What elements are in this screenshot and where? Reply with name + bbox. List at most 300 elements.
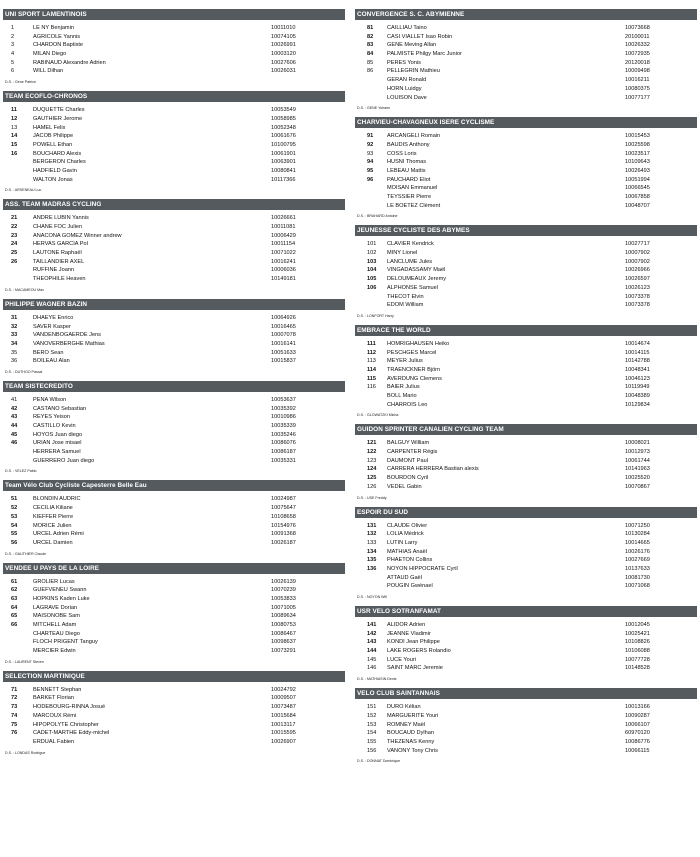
- rider-name: GAUTHIER Jerome: [33, 115, 83, 122]
- license-number: 10053637: [271, 396, 296, 403]
- license-number: 10048341: [625, 366, 650, 373]
- rider-row: [355, 193, 697, 202]
- rider-list: [3, 20, 345, 76]
- bib-number: 145: [367, 656, 377, 663]
- bib-number: 135: [367, 557, 377, 564]
- license-number: 10016141: [271, 340, 296, 347]
- rider-row: [3, 604, 345, 613]
- team-header: EMBRACE THE WORLD: [355, 325, 697, 336]
- license-number: 10027669: [625, 557, 650, 564]
- license-number: 10066107: [625, 721, 650, 728]
- bib-number: 132: [367, 531, 377, 538]
- sports-director: D.S. : MACAMEOU Max: [5, 287, 44, 292]
- license-number: 10061744: [625, 457, 650, 464]
- bib-number: 142: [367, 630, 377, 637]
- team-header: SELECTION MARTINIQUE: [3, 671, 345, 682]
- rider-name: MAISONOBE Sam: [33, 613, 80, 620]
- bib-number: 2: [11, 33, 15, 40]
- rider-row: [3, 647, 345, 656]
- rider-row: [355, 249, 697, 258]
- rider-name: CAILLIAU Taino: [387, 25, 427, 31]
- rider-name: JACOB Philippe: [33, 133, 74, 140]
- rider-row: [3, 530, 345, 539]
- sports-director: D.S. : DUTHOO Pascal: [5, 369, 43, 374]
- rider-name: JEANNE Vladimir: [387, 630, 431, 637]
- bib-number: 15: [11, 141, 18, 148]
- license-number: 10026493: [625, 167, 650, 174]
- team-header: CONVERGENCE S. C. ABYMIENNE: [355, 9, 697, 20]
- rider-name: BENNETT Stephan: [33, 686, 82, 693]
- bib-number: 105: [367, 276, 377, 283]
- rider-name: BOURDON Cyril: [387, 475, 429, 482]
- rider-name: MEYER Julius: [387, 358, 423, 365]
- rider-list: [355, 20, 697, 102]
- team-block-espoir-du-sud: [355, 507, 697, 607]
- rider-row: [355, 638, 697, 647]
- license-number: 10048707: [625, 202, 650, 209]
- rider-name: DHAEYE Enrico: [33, 314, 74, 321]
- rider-name: GERAN Ronald: [387, 77, 427, 84]
- license-number: 10149181: [271, 276, 296, 283]
- bib-number: 106: [367, 284, 377, 291]
- bib-number: 115: [367, 375, 377, 382]
- team-block-selection-martinique: [3, 671, 345, 762]
- rider-name: HOPKINS Kaden Luke: [33, 595, 90, 602]
- rider-row: [355, 240, 697, 249]
- license-number: 10014115: [625, 349, 650, 356]
- bib-number: 96: [367, 176, 374, 183]
- rider-name: HERVAS GARCIA Pol: [33, 241, 88, 248]
- rider-list: [3, 392, 345, 466]
- sports-director: D.S. : BRAHARD Antoine: [357, 214, 398, 219]
- rider-name: CASI VIALLET Isao Robin: [387, 33, 453, 40]
- bib-number: 55: [11, 531, 18, 538]
- license-number: 20120018: [625, 59, 650, 66]
- rider-name: EDOM William: [387, 302, 424, 309]
- license-number: 10046123: [625, 375, 650, 382]
- rider-row: [355, 565, 697, 574]
- sports-director: D.S. : LONFORT Harry: [357, 313, 394, 318]
- bib-number: 46: [11, 440, 18, 447]
- rider-list: [3, 102, 345, 184]
- rider-name: HERRERA Samuel: [33, 449, 81, 456]
- rider-name: NOYON HIPPOCRATE Cyril: [387, 565, 458, 572]
- bib-number: 6: [11, 68, 15, 75]
- bib-number: 81: [367, 25, 374, 31]
- license-number: 10073378: [625, 302, 650, 309]
- license-number: 10026139: [271, 578, 296, 585]
- license-number: 10066545: [625, 185, 650, 192]
- license-number: 10014674: [625, 340, 650, 347]
- rider-row: [355, 266, 697, 275]
- rider-name: HOYOS Juan diego: [33, 431, 83, 438]
- rider-row: [355, 574, 697, 583]
- rider-name: HADFIELD Gavin: [33, 167, 77, 174]
- license-number: 10070867: [625, 483, 650, 490]
- license-number: 10011010: [271, 25, 296, 31]
- license-number: 10109643: [625, 159, 650, 166]
- bib-number: 34: [11, 340, 18, 347]
- license-number: 60970120: [625, 730, 650, 737]
- rider-row: [3, 59, 345, 68]
- bib-number: 155: [367, 738, 377, 745]
- rider-row: [3, 132, 345, 141]
- rider-row: [3, 340, 345, 349]
- license-number: 10071022: [271, 250, 296, 257]
- license-number: 10035392: [271, 405, 296, 412]
- left-column: [3, 9, 345, 762]
- rider-name: ALIDOR Adrien: [387, 622, 426, 628]
- rider-name: CHANE FOC Julien: [33, 224, 83, 230]
- bib-number: 141: [367, 622, 377, 628]
- license-number: 10009507: [271, 695, 296, 702]
- license-number: 10012973: [625, 449, 650, 456]
- rider-row: [3, 50, 345, 59]
- bib-number: 92: [367, 141, 374, 148]
- rider-row: [3, 686, 345, 695]
- rider-name: CHARDON Baptiste: [33, 42, 84, 49]
- rider-name: DELOUMEAUX Jeremy: [387, 276, 447, 283]
- rider-name: LAGRAVE Dorian: [33, 604, 78, 611]
- license-number: 10061901: [271, 150, 296, 157]
- license-number: 10077728: [625, 656, 650, 663]
- bib-number: 21: [11, 215, 18, 222]
- team-header: VELO CLUB SAINTANNAIS: [355, 688, 697, 699]
- team-header: ESPOIR DU SUD: [355, 507, 697, 518]
- license-number: 10073668: [625, 25, 650, 31]
- bib-number: 66: [11, 622, 18, 628]
- rider-row: [355, 24, 697, 33]
- rider-name: LE NY Benjamin: [33, 25, 74, 31]
- rider-row: [3, 33, 345, 42]
- rider-list: [355, 128, 697, 210]
- bib-number: 122: [367, 449, 377, 456]
- license-number: 10053549: [271, 107, 296, 114]
- rider-row: [3, 729, 345, 738]
- rider-row: [3, 721, 345, 730]
- rider-row: [355, 729, 697, 738]
- rider-row: [3, 439, 345, 448]
- team-block-convergence-s-c-abymienne: [355, 9, 697, 117]
- rider-name: TAILLANDIER AXEL: [33, 258, 85, 265]
- license-number: 10011081: [271, 224, 296, 230]
- rider-row: [355, 457, 697, 466]
- license-number: 20100011: [625, 33, 650, 40]
- bib-number: 51: [11, 496, 18, 503]
- rider-name: HUSNI Thomas: [387, 159, 427, 166]
- bib-number: 82: [367, 33, 374, 40]
- rider-row: [3, 396, 345, 405]
- license-number: 10066115: [625, 747, 650, 754]
- rider-row: [3, 448, 345, 457]
- rider-row: [355, 483, 697, 492]
- rider-row: [355, 439, 697, 448]
- rider-row: [355, 548, 697, 557]
- license-number: 10098637: [271, 639, 296, 646]
- rider-name: BOILEAU Alan: [33, 358, 70, 365]
- bib-number: 116: [367, 384, 376, 391]
- sports-director: D.S. : Gene Patrice: [5, 80, 36, 85]
- rider-name: BLONDIN AUDRIC: [33, 496, 81, 503]
- team-block-team-ecoflo-chronos: [3, 91, 345, 199]
- rider-row: [355, 59, 697, 68]
- rider-name: ATTAUD Gaël: [387, 574, 422, 581]
- team-header: USR VELO SOTRANFAMAT: [355, 606, 697, 617]
- rider-row: [355, 176, 697, 185]
- rider-row: [3, 314, 345, 323]
- rider-name: MOISAN Emmanuel: [387, 185, 438, 192]
- license-number: 10025421: [625, 630, 650, 637]
- license-number: 10052348: [271, 124, 296, 131]
- rider-name: GENE Meving Allan: [387, 42, 437, 49]
- rider-row: [355, 132, 697, 141]
- rider-row: [3, 578, 345, 587]
- license-number: 10090287: [625, 712, 650, 719]
- rider-row: [355, 340, 697, 349]
- rider-row: [3, 249, 345, 258]
- rider-row: [355, 284, 697, 293]
- rider-row: [355, 158, 697, 167]
- rider-name: POUGIN Gwénael: [387, 583, 433, 590]
- rider-name: CLAVIER Kendrick: [387, 241, 434, 248]
- bib-number: 94: [367, 159, 374, 166]
- bib-number: 125: [367, 475, 377, 482]
- rider-name: CLAUDE Olivier: [387, 522, 428, 529]
- license-number: 10012045: [625, 622, 650, 628]
- bib-number: 54: [11, 522, 18, 529]
- bib-number: 1: [11, 25, 15, 31]
- sports-director: D.S. : GLOWATZKI Micha: [357, 413, 399, 418]
- rider-name: DUQUETTE Charles: [33, 107, 85, 114]
- license-number: 10007902: [625, 250, 650, 257]
- bib-number: 42: [11, 405, 18, 412]
- license-number: 10011154: [271, 241, 296, 248]
- rider-name: SAINT MARC Jeremie: [387, 665, 443, 672]
- license-number: 10015595: [271, 730, 296, 737]
- rider-row: [355, 474, 697, 483]
- bib-number: 152: [367, 712, 377, 719]
- rider-name: TEYSSIER Pierre: [387, 194, 432, 200]
- bib-number: 13: [11, 124, 18, 131]
- rider-row: [3, 495, 345, 504]
- rider-row: [3, 115, 345, 124]
- bib-number: 136: [367, 565, 377, 572]
- rider-row: [355, 738, 697, 747]
- bib-number: 41: [11, 396, 18, 403]
- rider-row: [355, 703, 697, 712]
- rider-name: ANACONA GOMEZ Winner andrew: [33, 232, 122, 239]
- rider-row: [355, 357, 697, 366]
- license-number: 10148528: [625, 665, 650, 672]
- license-number: 10027606: [271, 59, 296, 66]
- rider-name: LAKE ROGERS Rolandio: [387, 648, 451, 655]
- bib-number: 26: [11, 258, 18, 265]
- rider-name: MATHIAS Anaël: [387, 548, 427, 555]
- rider-row: [355, 582, 697, 591]
- license-number: 10026332: [625, 42, 650, 49]
- rider-name: MERCIER Edwin: [33, 648, 76, 655]
- rider-name: ROMNEY Maël: [387, 721, 426, 728]
- bib-number: 31: [11, 314, 18, 321]
- rider-name: VEDEL Gabin: [387, 483, 422, 490]
- rider-row: [3, 738, 345, 747]
- rider-row: [3, 266, 345, 275]
- bib-number: 16: [11, 150, 18, 157]
- rider-row: [355, 76, 697, 85]
- rider-row: [3, 232, 345, 241]
- bib-number: 52: [11, 505, 18, 512]
- rider-name: WILL Dilhan: [33, 68, 64, 75]
- bib-number: 85: [367, 59, 374, 66]
- license-number: 10077177: [625, 94, 650, 101]
- rider-name: SAVER Kasper: [33, 323, 71, 330]
- team-spacer: [355, 764, 697, 770]
- license-number: 10009498: [625, 68, 650, 75]
- rider-row: [3, 539, 345, 548]
- rider-row: [355, 630, 697, 639]
- rider-row: [355, 522, 697, 531]
- rider-row: [3, 413, 345, 422]
- rider-list: [355, 435, 697, 491]
- license-number: 10025598: [625, 141, 650, 148]
- license-number: 10058985: [271, 115, 296, 122]
- rider-name: PELLEGRIN Mathieu: [387, 68, 440, 75]
- bib-number: 62: [11, 587, 18, 594]
- rider-row: [3, 621, 345, 630]
- license-number: 10051633: [271, 349, 296, 356]
- rider-name: LANCLUME Jules: [387, 258, 433, 265]
- rider-row: [355, 465, 697, 474]
- team-header: JEUNESSE CYCLISTE DES ABYMES: [355, 225, 697, 236]
- rider-name: LAUTONE Raphaël: [33, 250, 82, 257]
- license-number: 10026907: [271, 738, 296, 745]
- rider-name: DAUMONT Paul: [387, 457, 428, 464]
- bib-number: 154: [367, 730, 377, 737]
- team-block-vendee-u-pays-de-la-loire: [3, 563, 345, 671]
- team-header: TEAM ECOFLO-CHRONOS: [3, 91, 345, 102]
- bib-number: 124: [367, 466, 377, 473]
- rider-row: [3, 712, 345, 721]
- license-number: 10086187: [271, 449, 296, 456]
- bib-number: 71: [11, 686, 18, 693]
- rider-name: CARRERA HERRERA Bastian alexis: [387, 466, 479, 473]
- license-number: 10074105: [271, 33, 296, 40]
- license-number: 10007078: [271, 332, 296, 339]
- license-number: 10071068: [625, 583, 650, 590]
- license-number: 10026187: [271, 539, 296, 546]
- rider-name: BERGERON Charles: [33, 159, 86, 166]
- rider-row: [355, 539, 697, 548]
- rider-row: [3, 638, 345, 647]
- rider-name: VANOVERBERGHE Mathias: [33, 340, 105, 347]
- bib-number: 5: [11, 59, 15, 66]
- bib-number: 44: [11, 423, 18, 429]
- bib-number: 156: [367, 747, 377, 754]
- bib-number: 74: [11, 712, 18, 719]
- sports-director: D.S. : LAURENT Steven: [5, 659, 44, 664]
- rider-row: [355, 167, 697, 176]
- license-number: 10086776: [625, 738, 650, 745]
- bib-number: 23: [11, 232, 18, 239]
- rider-row: [355, 94, 697, 103]
- rider-name: LE BOETEZ Clément: [387, 202, 441, 209]
- license-number: 10073487: [271, 704, 296, 711]
- license-number: 10006429: [271, 232, 296, 239]
- rider-row: [355, 556, 697, 565]
- rider-row: [355, 67, 697, 76]
- license-number: 10013117: [271, 721, 296, 728]
- team-block-charvieu-chavagneux-isere-cyclisme: [355, 117, 697, 225]
- bib-number: 76: [11, 730, 18, 737]
- rider-name: PENA Wilson: [33, 396, 67, 403]
- license-number: 10072935: [625, 51, 650, 58]
- license-number: 10108826: [625, 639, 650, 646]
- rider-row: [3, 522, 345, 531]
- license-number: 10024987: [271, 496, 296, 503]
- license-number: 10051994: [625, 176, 650, 183]
- rider-name: VINGADASSAMY Maël: [387, 267, 446, 274]
- license-number: 10071005: [271, 604, 296, 611]
- rider-name: BARKET Florian: [33, 695, 74, 702]
- team-block-ass-team-madras-cycling: [3, 199, 345, 299]
- license-number: 10026176: [625, 548, 650, 555]
- bib-number: 103: [367, 258, 377, 265]
- rider-name: COSS Loris: [387, 150, 417, 157]
- rider-name: BERO Sean: [33, 349, 64, 356]
- rider-name: ALPHONSE Samuel: [387, 284, 438, 291]
- sports-director: D.S. : VELEZ Pablo: [5, 469, 37, 474]
- rider-row: [355, 85, 697, 94]
- sports-director: D.S. : NOYON Will: [357, 595, 387, 599]
- rider-name: CHARROIS Leo: [387, 401, 428, 408]
- license-number: 10023517: [625, 150, 650, 157]
- bib-number: 75: [11, 721, 18, 728]
- rider-row: [3, 612, 345, 621]
- bib-number: 133: [367, 539, 377, 546]
- rider-row: [3, 349, 345, 358]
- rider-name: MINY Lionel: [387, 250, 418, 257]
- bib-number: 131: [367, 522, 377, 529]
- team-header: CHARVIEU-CHAVAGNEUX ISERE CYCLISME: [355, 117, 697, 128]
- license-number: 10035339: [271, 423, 296, 429]
- bib-number: 143: [367, 639, 377, 646]
- bib-number: 3: [11, 42, 15, 49]
- rider-row: [355, 448, 697, 457]
- rider-row: [3, 106, 345, 115]
- bib-number: 56: [11, 539, 18, 546]
- license-number: 10035246: [271, 431, 296, 438]
- team-block-philippe-wagner-bazin: [3, 299, 345, 381]
- rider-row: [355, 184, 697, 193]
- team-spacer: [3, 756, 345, 762]
- rider-row: [355, 41, 697, 50]
- rider-row: [355, 258, 697, 267]
- rider-name: HOMRIGHAUSEN Heiko: [387, 340, 450, 347]
- license-number: 10073378: [625, 293, 650, 300]
- team-block-usr-velo-sotranfamat: [355, 606, 697, 688]
- license-number: 10006036: [271, 267, 296, 274]
- rider-name: ERDUAL Fabien: [33, 738, 75, 745]
- rider-row: [355, 366, 697, 375]
- bib-number: 32: [11, 323, 18, 330]
- license-number: 10075647: [271, 505, 296, 512]
- rider-list: [355, 236, 697, 310]
- bib-number: 111: [367, 340, 376, 347]
- rider-row: [3, 323, 345, 332]
- rider-row: [3, 150, 345, 159]
- bib-number: 25: [11, 250, 18, 257]
- bib-number: 53: [11, 513, 18, 520]
